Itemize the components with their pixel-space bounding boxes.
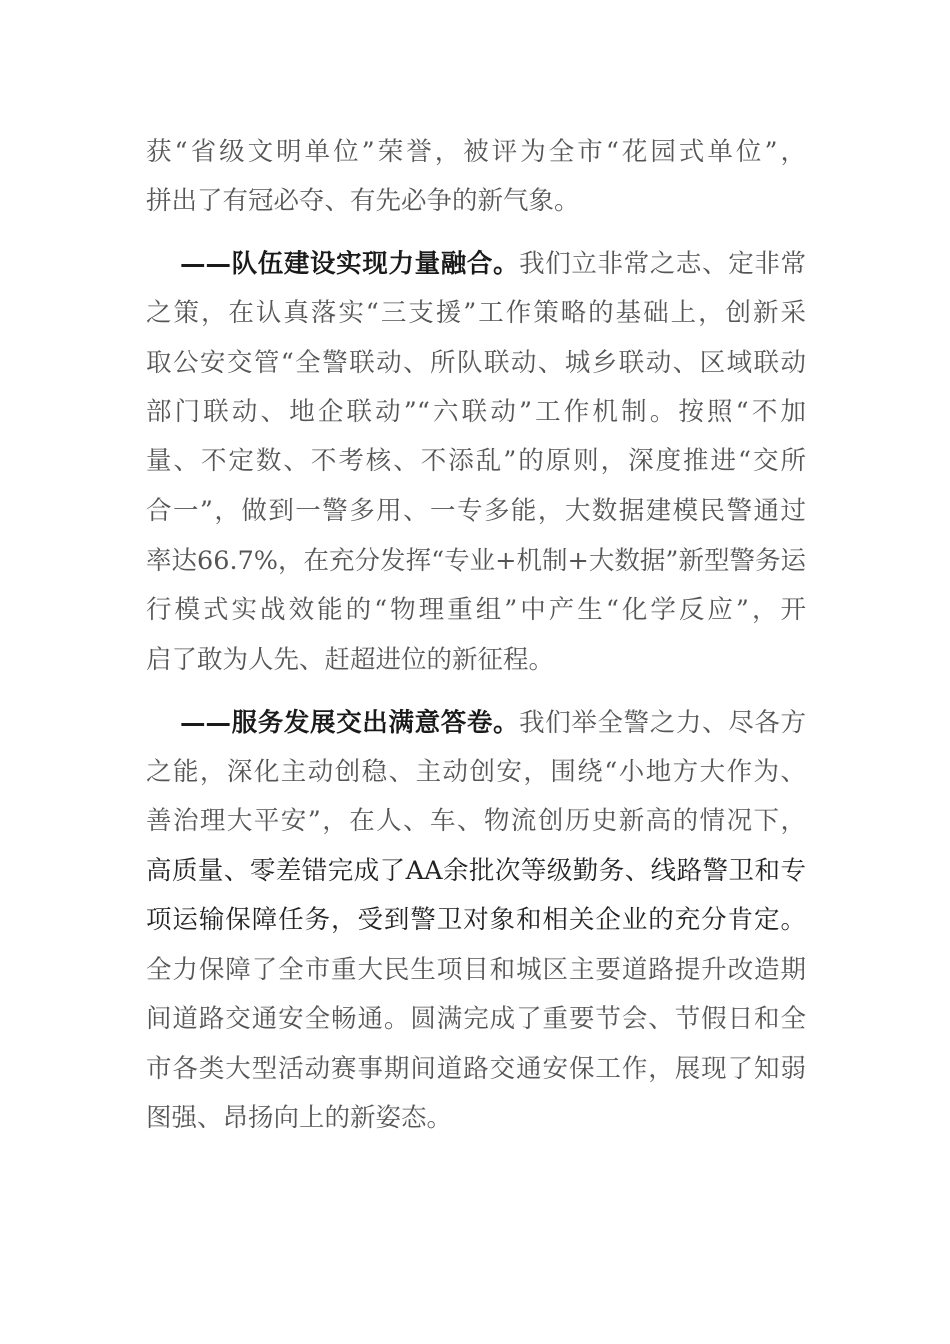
paragraph-2-line-3: 取公安交管“全警联动、所队联动、城乡联动、区域联动 bbox=[146, 348, 806, 378]
paragraph-1-line-2: 拼出了有冠必夺、有先必争的新气象。 bbox=[146, 186, 580, 216]
paragraph-3-line-9: 图强、昂扬向上的新姿态。 bbox=[146, 1103, 453, 1133]
paragraph-2-line-9: 启了敢为人先、赶超进位的新征程。 bbox=[146, 645, 555, 675]
paragraph-2-line-1 bbox=[180, 249, 806, 279]
paragraph-2-line-8: 行模式实战效能的“物理重组”中产生“化学反应”，开 bbox=[146, 595, 806, 625]
paragraph-3-line-4: 高质量、零差错完成了AA余批次等级勤务、线路警卫和专 bbox=[146, 856, 806, 886]
paragraph-3-first-line-text: 我们举全警之力、尽各方 bbox=[519, 708, 806, 738]
paragraph-2-line-6: 合一”，做到一警多用、一专多能，大数据建模民警通过 bbox=[146, 496, 806, 526]
paragraph-2-line-5: 量、不定数、不考核、不添乱”的原则，深度推进“交所 bbox=[146, 446, 806, 476]
paragraph-2-heading: ——队伍建设实现力量融合。 bbox=[180, 249, 520, 279]
paragraph-2-first-line-text: 我们立非常之志、定非常 bbox=[519, 249, 806, 279]
paragraph-3-line-5: 项运输保障任务，受到警卫对象和相关企业的充分肯定。 bbox=[146, 905, 806, 935]
paragraph-3-line-2: 之能，深化主动创稳、主动创安，围绕“小地方大作为、 bbox=[146, 757, 806, 787]
paragraph-3-line-1 bbox=[180, 708, 806, 738]
paragraph-3-line-6: 全力保障了全市重大民生项目和城区主要道路提升改造期 bbox=[146, 955, 806, 985]
paragraph-2-line-7: 率达66.7%，在充分发挥“专业+机制+大数据”新型警务运 bbox=[146, 546, 806, 576]
paragraph-3-line-7: 间道路交通安全畅通。圆满完成了重要节会、节假日和全 bbox=[146, 1004, 806, 1034]
paragraph-3-line-8: 市各类大型活动赛事期间道路交通安保工作，展现了知弱 bbox=[146, 1054, 806, 1084]
paragraph-2-line-4: 部门联动、地企联动”“六联动”工作机制。按照“不加 bbox=[146, 397, 806, 427]
paragraph-3-line-3: 善治理大平安”，在人、车、物流创历史新高的情况下， bbox=[146, 806, 806, 836]
paragraph-1-line-1: 获“省级文明单位”荣誉，被评为全市“花园式单位”， bbox=[146, 137, 806, 167]
paragraph-2-line-2: 之策，在认真落实“三支援”工作策略的基础上，创新采 bbox=[146, 298, 806, 328]
paragraph-3-heading: ——服务发展交出满意答卷。 bbox=[180, 708, 520, 738]
